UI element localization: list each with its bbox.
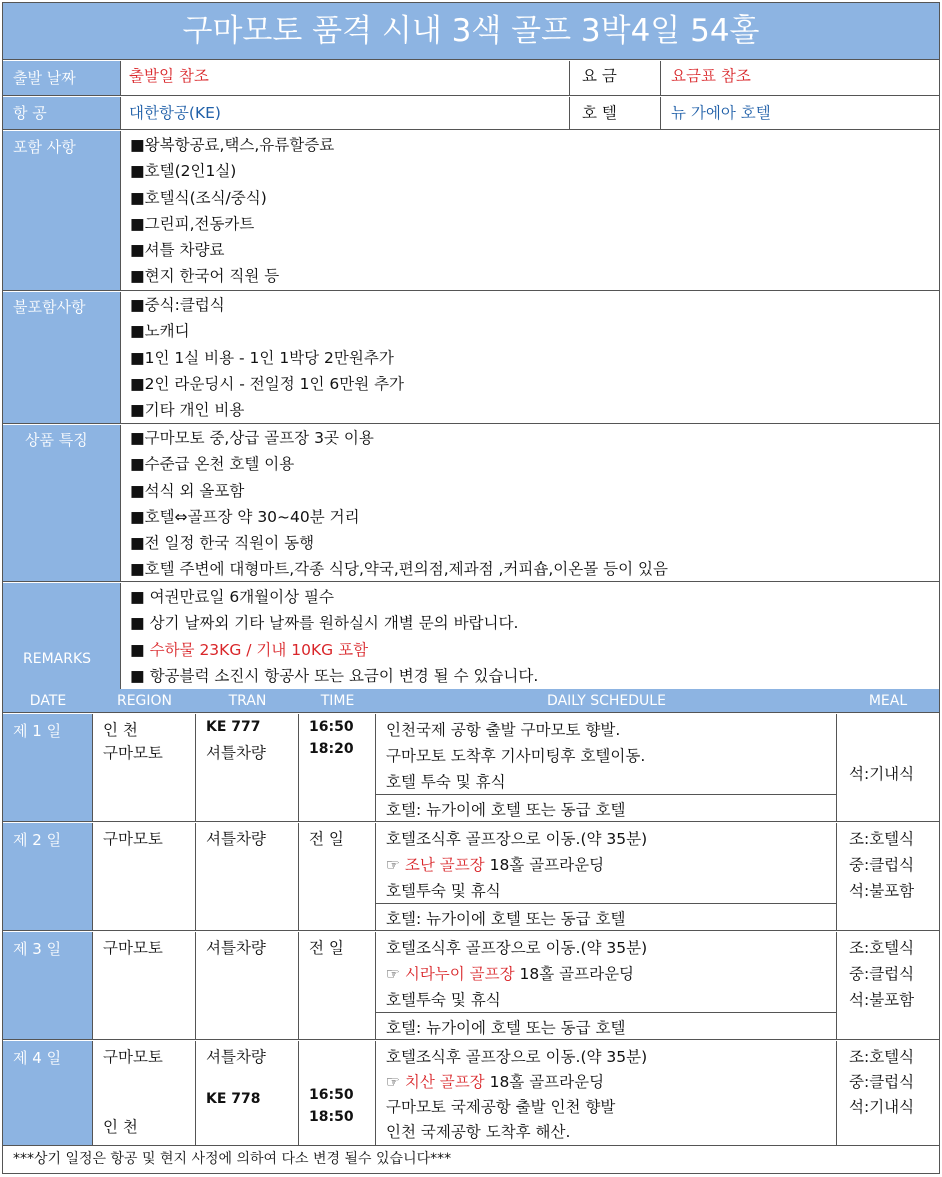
schedule-line: 호텔투숙 및 휴식 xyxy=(386,991,501,1009)
meal-text: 석:불포함 xyxy=(849,991,915,1009)
list-item: ■2인 라운딩시 - 전일정 1인 6만원 추가 xyxy=(130,374,405,393)
meal-text: 조:호텔식 xyxy=(849,830,915,848)
excluded-section xyxy=(3,292,939,424)
pointing-hand-icon: ☞ xyxy=(386,856,400,874)
list-item: ■노캐디 xyxy=(130,322,190,341)
list-item: ■1인 1실 비용 - 1인 1박당 2만원추가 xyxy=(130,348,394,367)
schedule-line: 호텔조식후 골프장으로 이동.(약 35분) xyxy=(386,939,648,957)
time-text: 16:50 xyxy=(309,719,354,735)
golf-course-name: 치산 골프장 xyxy=(404,1073,485,1091)
region-text: 구마모토 xyxy=(103,1048,163,1066)
region-cell xyxy=(93,714,196,821)
features-label: 상품 특징 xyxy=(3,425,121,581)
meal-text: 중:클럽식 xyxy=(849,965,915,983)
region-text: 구마모토 xyxy=(103,744,163,762)
departure-value: 출발일 참조 xyxy=(129,67,209,85)
region-text: 인 천 xyxy=(103,721,138,739)
hotel-label: 호 텔 xyxy=(582,104,617,122)
list-item: ■전 일정 한국 직원이 동행 xyxy=(130,534,315,553)
list-item: ■ 상기 날짜외 기타 날짜를 원하실시 개별 문의 바랍니다. xyxy=(130,614,519,633)
time-text: 18:50 xyxy=(309,1109,354,1125)
airline-row xyxy=(3,97,939,130)
remarks-section xyxy=(3,583,939,689)
day-row-4 xyxy=(3,1041,939,1146)
price-label: 요 금 xyxy=(582,67,617,85)
meal-text: 석:기내식 xyxy=(849,765,915,783)
time-cell xyxy=(299,932,376,1039)
header-date: DATE xyxy=(29,693,67,709)
excluded-list xyxy=(121,292,404,423)
time-text: 18:20 xyxy=(309,741,354,757)
page-title: 구마모토 품격 시내 3색 골프 3박4일 54홀 xyxy=(3,3,939,60)
region-cell xyxy=(93,932,196,1039)
golf-course-name: 조난 골프장 xyxy=(404,856,485,874)
list-item: ■ 여권만료일 6개월이상 필수 xyxy=(130,588,334,606)
flight-number: KE 778 xyxy=(206,1091,261,1107)
list-item: ■석식 외 올포함 xyxy=(130,481,245,500)
daily-schedule-cell xyxy=(376,714,837,821)
schedule-line: 구마모토 도착후 기사미팅후 호텔이동. xyxy=(386,747,646,765)
header-region: REGION xyxy=(116,693,173,709)
header-time: TIME xyxy=(320,693,355,709)
time-cell xyxy=(299,1041,376,1145)
tran-text: 셔틀차량 xyxy=(206,744,266,762)
tran-cell xyxy=(196,823,299,930)
daily-schedule-cell xyxy=(376,1041,837,1145)
daily-schedule-cell xyxy=(376,823,837,930)
hotel-line: 호텔: 뉴가이에 호텔 또는 동급 호텔 xyxy=(386,910,626,928)
day-row-3 xyxy=(3,932,939,1040)
header-tran: TRAN xyxy=(228,693,267,709)
meal-text: 중:클럽식 xyxy=(849,856,915,874)
bullet: ■ xyxy=(130,640,145,659)
day-label: 제 2 일 xyxy=(3,823,93,930)
remarks-label: REMARKS xyxy=(3,583,121,689)
included-list xyxy=(121,132,334,290)
airline-label: 항 공 xyxy=(3,97,121,129)
meal-cell xyxy=(837,714,939,821)
schedule-line: 인천국제 공항 출발 구마모토 향발. xyxy=(386,721,621,739)
region-text: 구마모토 xyxy=(103,830,163,848)
list-item: ■왕복항공료,택스,유류할증료 xyxy=(130,136,335,154)
list-item: ■셔틀 차량료 xyxy=(130,241,225,260)
day-row-2 xyxy=(3,823,939,931)
pointing-hand-icon: ☞ xyxy=(386,1073,400,1091)
flight-number: KE 777 xyxy=(206,719,261,735)
list-item: ■중식:클럽식 xyxy=(130,296,225,314)
price-value: 요금표 참조 xyxy=(671,67,751,85)
features-list xyxy=(121,425,668,583)
list-item: ■호텔식(조식/중식) xyxy=(130,188,267,207)
time-cell xyxy=(299,823,376,930)
time-text: 전 일 xyxy=(309,830,344,848)
meal-text: 조:호텔식 xyxy=(849,939,915,957)
itinerary-sheet xyxy=(2,2,940,1174)
schedule-line: 인천 국제공항 도착후 해산. xyxy=(386,1123,571,1141)
meal-text: 석:불포함 xyxy=(849,882,915,900)
day-label: 제 1 일 xyxy=(3,714,93,821)
tran-cell xyxy=(196,714,299,821)
header-meal: MEAL xyxy=(868,693,908,709)
header-daily-schedule: DAILY SCHEDULE xyxy=(547,693,666,709)
footer-note: ***상기 일정은 항공 및 현지 사정에 의하여 다소 변경 될수 있습니다*** xyxy=(13,1151,452,1167)
time-text: 16:50 xyxy=(309,1087,354,1103)
schedule-line: 호텔 투숙 및 휴식 xyxy=(386,773,506,791)
meal-cell xyxy=(837,823,939,930)
list-item: ■기타 개인 비용 xyxy=(130,401,245,420)
list-item xyxy=(130,637,538,663)
day-row-1 xyxy=(3,714,939,822)
daily-schedule-cell xyxy=(376,932,837,1039)
round-info: 18홀 골프라운딩 xyxy=(489,856,605,874)
meal-text: 석:기내식 xyxy=(849,1098,915,1116)
departure-label: 출발 날짜 xyxy=(3,61,121,95)
day-label: 제 3 일 xyxy=(3,932,93,1039)
schedule-line xyxy=(386,853,604,875)
schedule-header xyxy=(3,689,939,713)
golf-course-name: 시라누이 골프장 xyxy=(404,965,515,983)
schedule-line: 호텔조식후 골프장으로 이동.(약 35분) xyxy=(386,830,648,848)
list-item: ■호텔(2인1실) xyxy=(130,162,237,181)
region-text: 구마모토 xyxy=(103,939,163,957)
tran-text: 셔틀차량 xyxy=(206,1048,266,1066)
excluded-label: 불포함사항 xyxy=(3,292,121,423)
meal-cell xyxy=(837,1041,939,1145)
meal-text: 중:클럽식 xyxy=(849,1073,915,1091)
departure-row xyxy=(3,61,939,96)
list-item: ■호텔 주변에 대형마트,각종 식당,약국,편의점,제과점 ,커피숍,이온몰 등이 있음 xyxy=(130,560,668,579)
hotel-line: 호텔: 뉴가이에 호텔 또는 동급 호텔 xyxy=(386,801,626,819)
schedule-line xyxy=(386,962,634,984)
region-cell xyxy=(93,1041,196,1145)
airline-value: 대한항공(KE) xyxy=(129,104,221,122)
tran-cell xyxy=(196,932,299,1039)
round-info: 18홀 골프라운딩 xyxy=(519,965,635,983)
list-item: ■수준급 온천 호텔 이용 xyxy=(130,455,295,474)
region-cell xyxy=(93,823,196,930)
list-item: ■현지 한국어 직원 등 xyxy=(130,267,280,286)
pointing-hand-icon: ☞ xyxy=(386,965,400,983)
list-item: ■호텔⇔골프장 약 30~40분 거리 xyxy=(130,507,360,526)
schedule-line: 구마모토 국제공항 출발 인천 향발 xyxy=(386,1098,616,1116)
remarks-list xyxy=(121,584,538,689)
list-item: ■구마모토 중,상급 골프장 3곳 이용 xyxy=(130,429,374,447)
time-cell xyxy=(299,714,376,821)
meal-text: 조:호텔식 xyxy=(849,1048,915,1066)
schedule-line: 호텔투숙 및 휴식 xyxy=(386,882,501,900)
round-info: 18홀 골프라운딩 xyxy=(489,1073,605,1091)
tran-text: 셔틀차량 xyxy=(206,939,266,957)
list-item: ■ 항공블럭 소진시 항공사 또는 요금이 변경 될 수 있습니다. xyxy=(130,666,539,685)
included-label: 포함 사항 xyxy=(3,131,121,290)
baggage-note: 수하물 23KG / 기내 10KG 포함 xyxy=(149,640,369,659)
list-item: ■그린피,전동카트 xyxy=(130,214,255,233)
hotel-line: 호텔: 뉴가이에 호텔 또는 동급 호텔 xyxy=(386,1019,626,1037)
schedule-line: 호텔조식후 골프장으로 이동.(약 35분) xyxy=(386,1048,648,1066)
region-text: 인 천 xyxy=(103,1118,138,1136)
time-text: 전 일 xyxy=(309,939,344,957)
hotel-value: 뉴 가에아 호텔 xyxy=(671,104,771,122)
meal-cell xyxy=(837,932,939,1039)
day-label: 제 4 일 xyxy=(3,1041,93,1145)
tran-text: 셔틀차량 xyxy=(206,830,266,848)
schedule-line xyxy=(386,1070,604,1092)
tran-cell xyxy=(196,1041,299,1145)
features-section xyxy=(3,425,939,582)
included-section xyxy=(3,131,939,291)
